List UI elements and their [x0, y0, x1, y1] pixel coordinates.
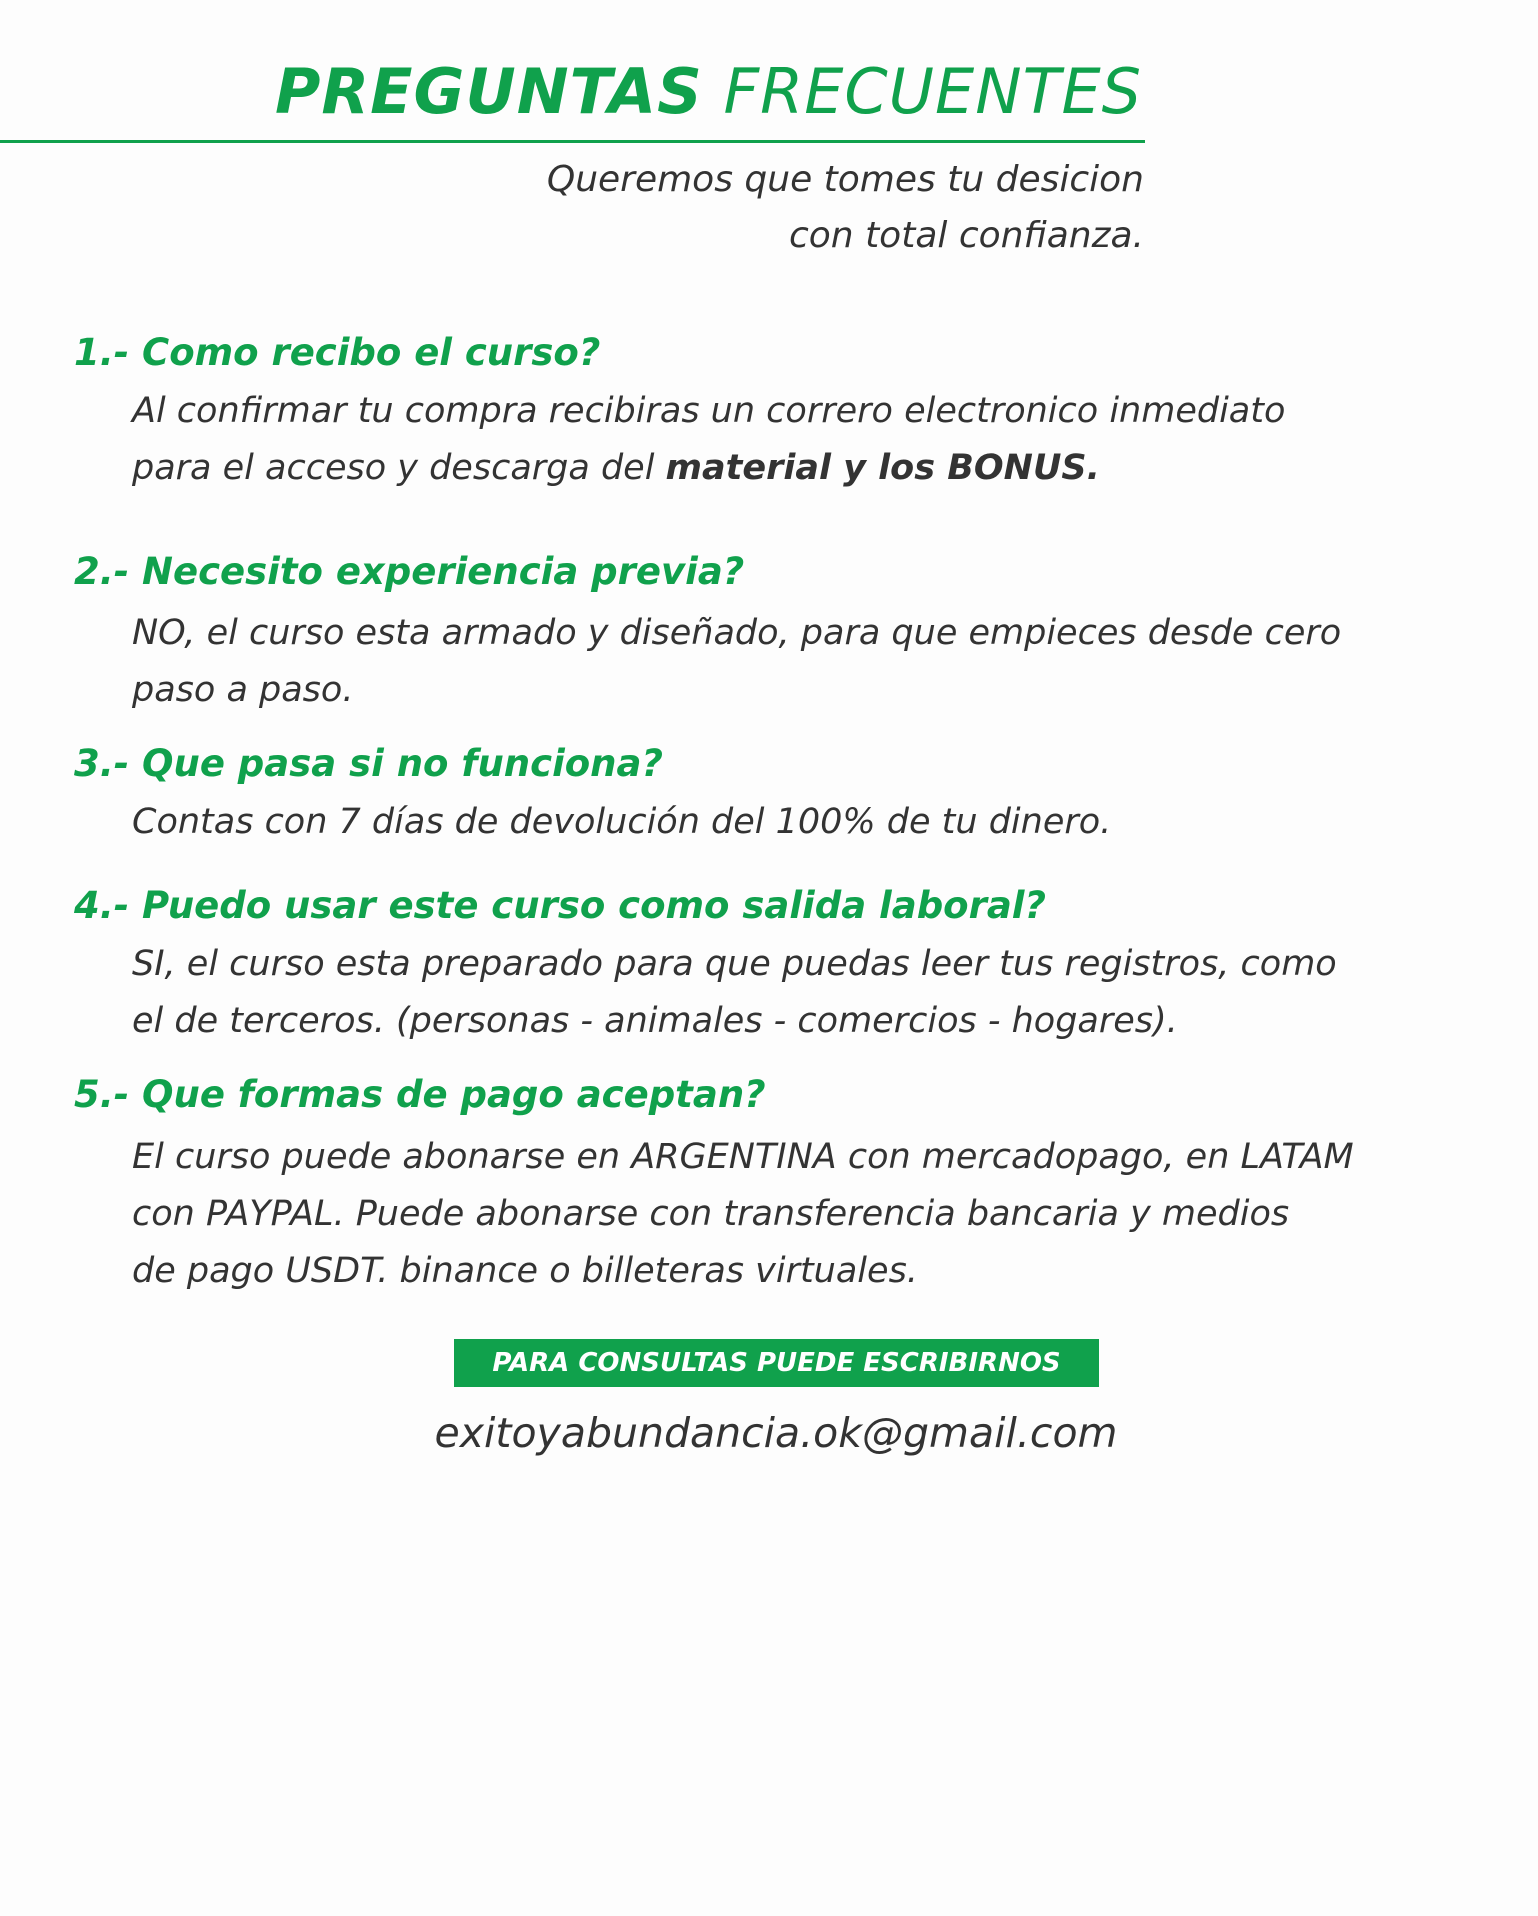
faq-answer-1-line-2: [132, 440, 1285, 497]
subtitle-line-2: con total confianza.: [788, 215, 1144, 256]
faq-answer-2: [132, 605, 1341, 719]
faq-answer-5-line-1: El curso puede abonarse en ARGENTINA con mercadopago, en LATAM: [132, 1137, 1354, 1177]
faq-answer-2-line-2: paso a paso.: [132, 670, 354, 710]
subtitle: [0, 152, 1144, 264]
faq-answer-3: [132, 794, 1111, 851]
faq-answer-1-bold: material y los BONUS.: [665, 448, 1100, 488]
faq-question-3: 3.- Que pasa si no funciona?: [74, 742, 663, 785]
faq-answer-5: [132, 1129, 1354, 1300]
contact-badge: PARA CONSULTAS PUEDE ESCRIBIRNOS: [454, 1339, 1099, 1387]
faq-question-2: 2.- Necesito experiencia previa?: [74, 550, 745, 593]
title-text: [275, 55, 1142, 128]
faq-answer-1-line-1: Al confirmar tu compra recibiras un correro electronico inmediato: [132, 391, 1286, 431]
faq-answer-4-line-2: el de terceros. (personas - animales - comercios - hogares).: [132, 1001, 1178, 1041]
faq-question-5: 5.- Que formas de pago aceptan?: [74, 1073, 766, 1116]
contact-email[interactable]: exitoyabundancia.ok@gmail.com: [434, 1409, 1118, 1457]
faq-answer-4: [132, 936, 1337, 1050]
title-light: FRECUENTES: [723, 55, 1142, 128]
subtitle-line-1: Queremos que tomes tu desicion: [546, 159, 1144, 200]
title-divider: [0, 140, 1145, 143]
faq-answer-4-line-1: SI, el curso esta preparado para que puedas leer tus registros, como: [132, 944, 1337, 984]
title-bold: PREGUNTAS: [274, 55, 703, 128]
faq-answer-1: [132, 383, 1285, 497]
faq-answer-3-line-1: Contas con 7 días de devolución del 100% de tu dinero.: [132, 802, 1112, 842]
faq-answer-5-line-3: de pago USDT. binance o billeteras virtuales.: [132, 1251, 918, 1291]
faq-answer-5-line-2: con PAYPAL. Puede abonarse con transferencia bancaria y medios: [132, 1194, 1290, 1234]
faq-answer-1-line-2-text: para el acceso y descarga del: [132, 448, 666, 488]
faq-question-1: 1.- Como recibo el curso?: [74, 331, 601, 374]
faq-question-4: 4.- Puedo usar este curso como salida laboral?: [74, 884, 1046, 927]
faq-answer-2-line-1: NO, el curso esta armado y diseñado, para que empieces desde cero: [132, 613, 1342, 653]
page-title: [0, 52, 1142, 132]
